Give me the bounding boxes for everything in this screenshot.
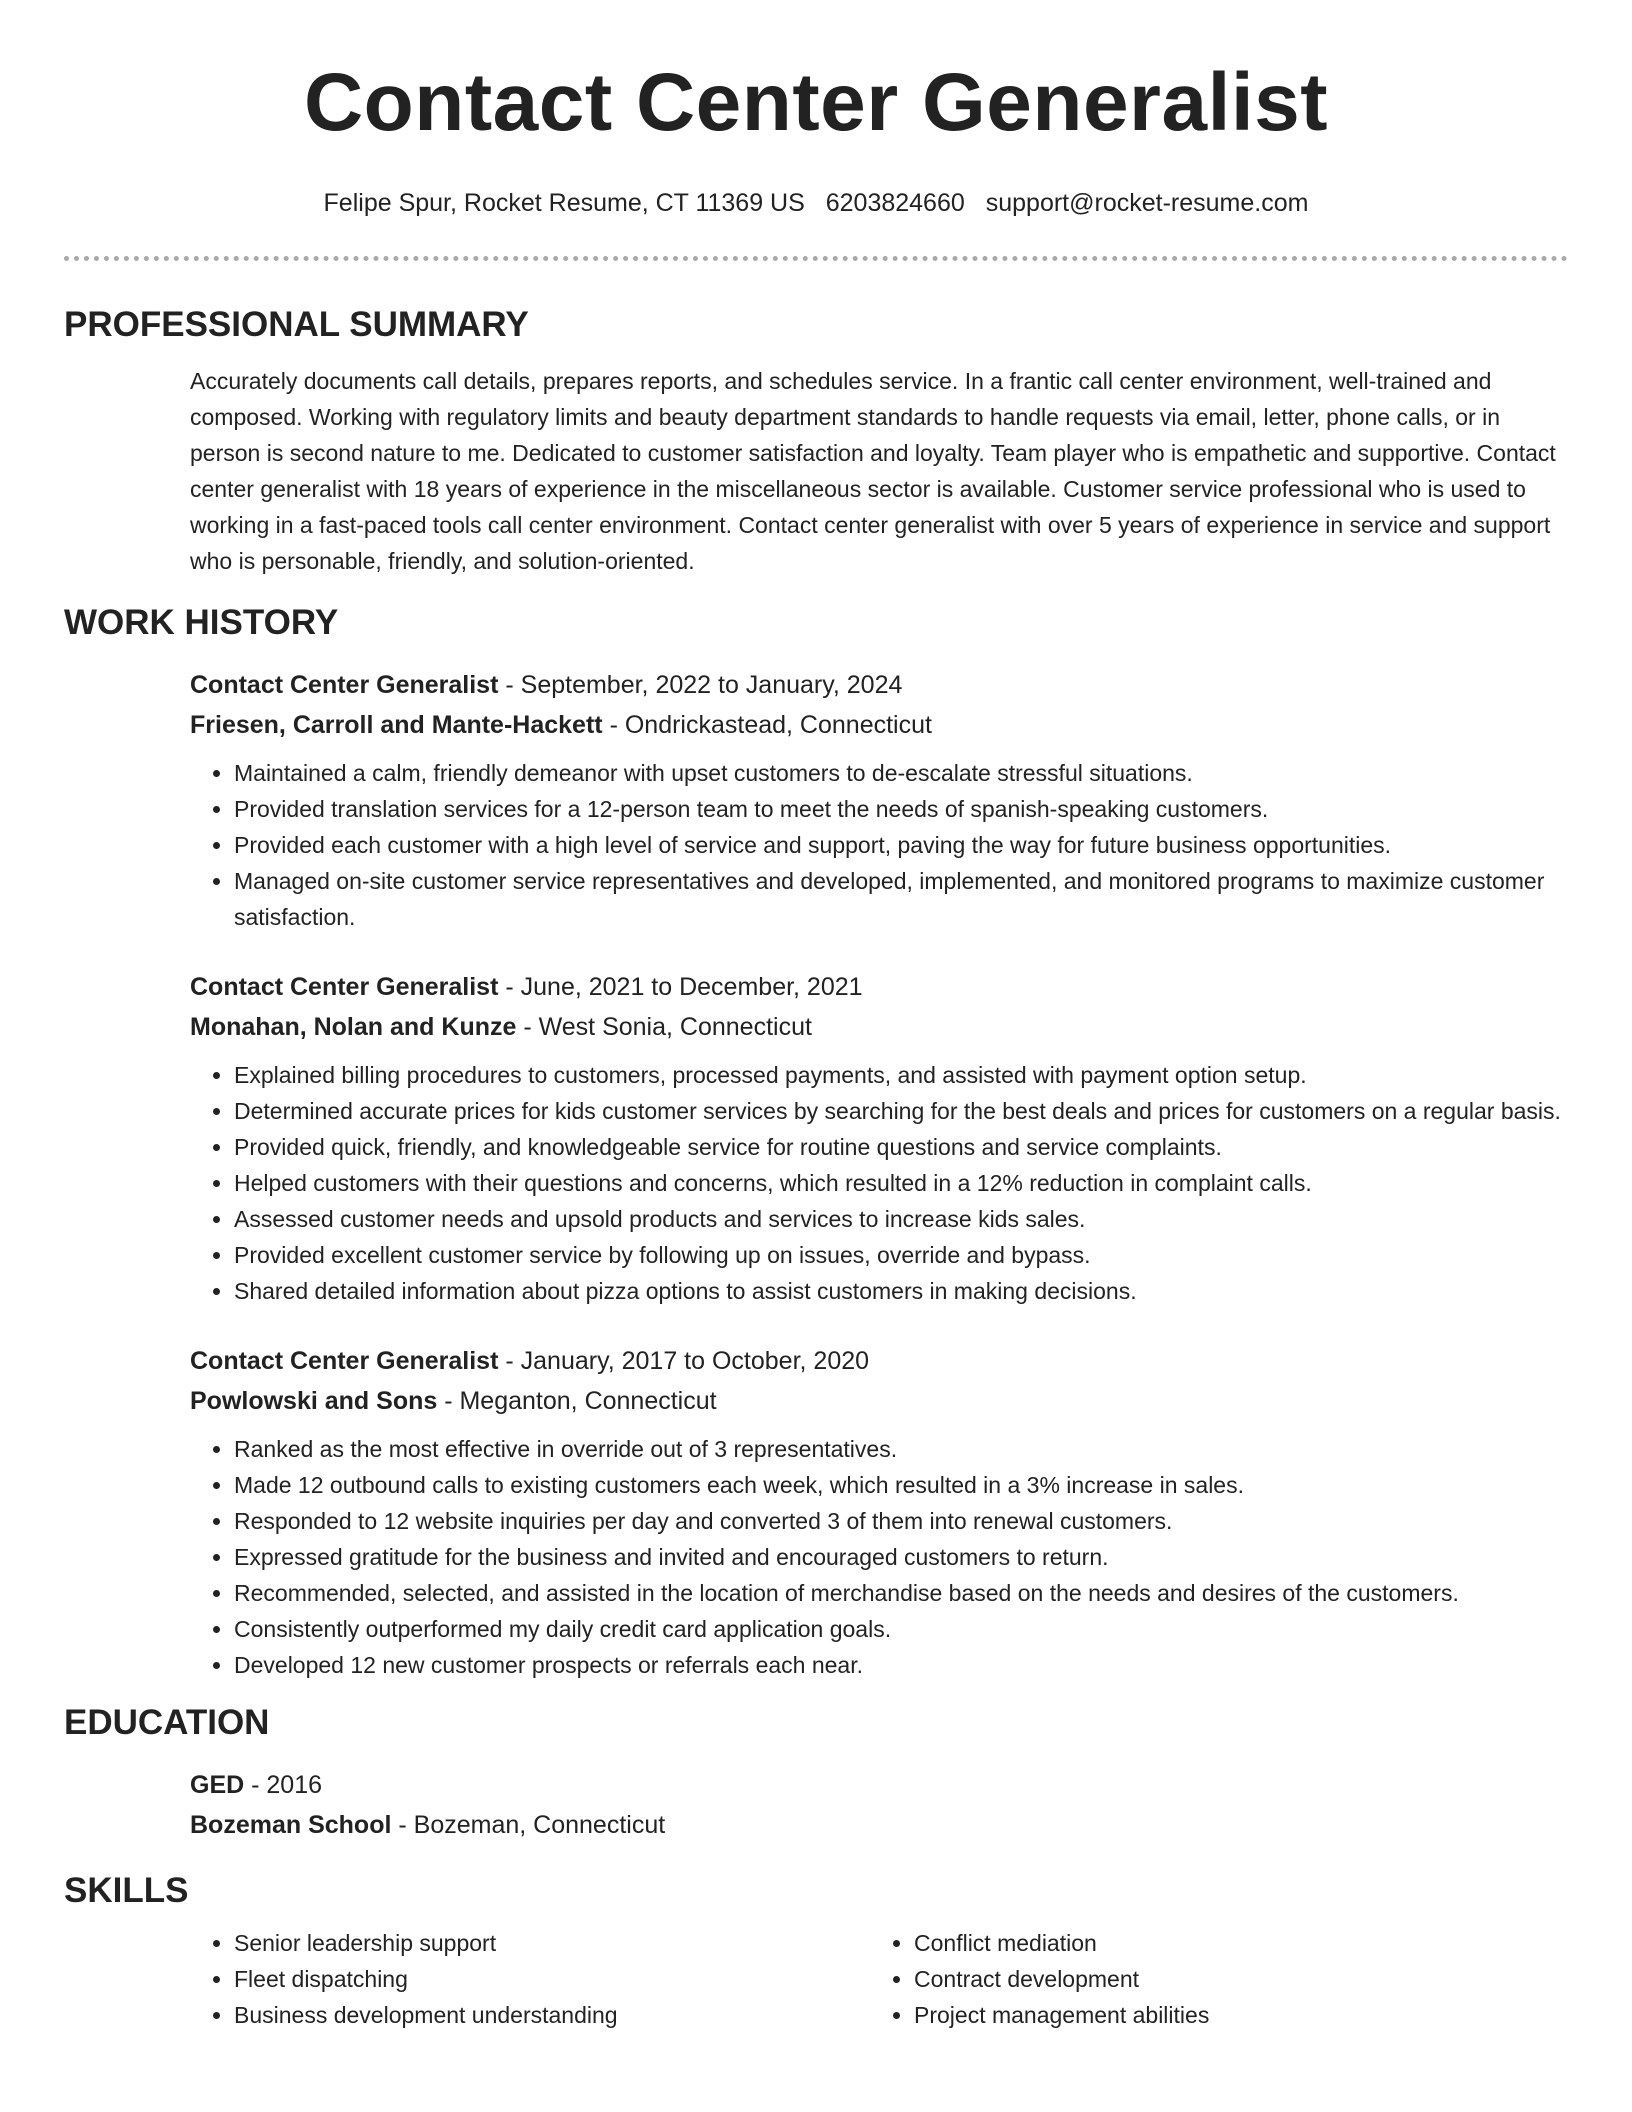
- skill-item: • Fleet dispatching: [234, 1961, 870, 1997]
- job-company: Monahan, Nolan and Kunze: [190, 1013, 517, 1041]
- job-bullet: • Made 12 outbound calls to existing customers each week, which resulted in a 3% increase in sales.: [234, 1467, 1568, 1503]
- job-bullet: • Helped customers with their questions and concerns, which resulted in a 12% reduction in complaint calls.: [234, 1165, 1568, 1201]
- resume-page: [64, 0, 1568, 2033]
- education-location: - Bozeman, Connecticut: [391, 1811, 666, 1839]
- job-entry: [190, 1341, 1568, 1683]
- job-dates: - September, 2022 to January, 2024: [498, 671, 903, 699]
- skills-column-right: [870, 1925, 1550, 2033]
- header-divider: [64, 256, 1568, 261]
- education-school-line: [190, 1805, 1568, 1845]
- education-year: - 2016: [244, 1771, 323, 1799]
- work-history-section: [190, 665, 1568, 1683]
- skills-list: [870, 1925, 1550, 2033]
- skills-list: [190, 1925, 870, 2033]
- skills-heading: SKILLS: [64, 1871, 189, 1910]
- job-bullet: • Maintained a calm, friendly demeanor with upset customers to de-escalate stressful situations.: [234, 755, 1568, 791]
- skill-item: • Business development understanding: [234, 1997, 870, 2033]
- job-company-line: [190, 1381, 1568, 1421]
- job-bullet: • Responded to 12 website inquiries per day and converted 3 of them into renewal customers.: [234, 1503, 1568, 1539]
- job-title: Contact Center Generalist: [190, 671, 499, 699]
- contact-address: Felipe Spur, Rocket Resume, CT 11369 US: [323, 189, 805, 217]
- job-bullet: • Recommended, selected, and assisted in the location of merchandise based on the needs and desires of the customers.: [234, 1575, 1568, 1611]
- job-bullets: [190, 1431, 1568, 1683]
- job-entry: [190, 665, 1568, 935]
- job-bullet: • Assessed customer needs and upsold products and services to increase kids sales.: [234, 1201, 1568, 1237]
- job-bullet: • Explained billing procedures to customers, processed payments, and assisted with payment option setup.: [234, 1057, 1568, 1093]
- job-entry: [190, 967, 1568, 1309]
- summary-text: Accurately documents call details, prepares reports, and schedules service. In a frantic call center environment, well-trained and composed. Working with regulatory limits and beauty department standards to handle requests via email, letter, phone calls, or in person is second nature to me. Dedicated to customer satisfaction and loyalty. Team player who is empathetic and supportive. Contact center generalist with 18 years of experience in the miscellaneous sector is available. Customer service professional who is used to working in a fast-paced tools call center environment. Contact center generalist with over 5 years of experience in service and support who is personable, friendly, and solution-oriented.: [190, 368, 1556, 574]
- job-bullet: • Determined accurate prices for kids customer services by searching for the best deals and prices for customers on a regular basis.: [234, 1093, 1568, 1129]
- education-section: [190, 1765, 1568, 1845]
- job-bullet: • Ranked as the most effective in override out of 3 representatives.: [234, 1431, 1568, 1467]
- job-location: - Meganton, Connecticut: [437, 1387, 717, 1415]
- job-bullets: [190, 1057, 1568, 1309]
- education-degree: GED: [190, 1771, 245, 1799]
- job-company-line: [190, 705, 1568, 745]
- skill-item: • Project management abilities: [914, 1997, 1550, 2033]
- job-location: - West Sonia, Connecticut: [516, 1013, 812, 1041]
- job-bullets: [190, 755, 1568, 935]
- job-bullet: • Consistently outperformed my daily credit card application goals.: [234, 1611, 1568, 1647]
- skill-item: • Conflict mediation: [914, 1925, 1550, 1961]
- work-history-heading: WORK HISTORY: [64, 603, 339, 642]
- skill-item: • Senior leadership support: [234, 1925, 870, 1961]
- job-bullet: • Provided translation services for a 12-person team to meet the needs of spanish-speaking customers.: [234, 791, 1568, 827]
- job-bullet: • Provided quick, friendly, and knowledgeable service for routine questions and service complaints.: [234, 1129, 1568, 1165]
- job-dates: - January, 2017 to October, 2020: [498, 1347, 870, 1375]
- job-dates: - June, 2021 to December, 2021: [498, 973, 863, 1001]
- resume-title: Contact Center Generalist: [303, 57, 1329, 148]
- job-company: Powlowski and Sons: [190, 1387, 438, 1415]
- job-title-line: [190, 967, 1568, 1007]
- education-heading: EDUCATION: [64, 1703, 270, 1742]
- job-title: Contact Center Generalist: [190, 973, 499, 1001]
- job-location: - Ondrickastead, Connecticut: [602, 711, 932, 739]
- education-school: Bozeman School: [190, 1811, 392, 1839]
- job-company: Friesen, Carroll and Mante-Hackett: [190, 711, 603, 739]
- job-bullet: • Developed 12 new customer prospects or referrals each near.: [234, 1647, 1568, 1683]
- job-company-line: [190, 1007, 1568, 1047]
- job-bullet: • Expressed gratitude for the business and invited and encouraged customers to return.: [234, 1539, 1568, 1575]
- job-bullet: • Shared detailed information about pizza options to assist customers in making decisions.: [234, 1273, 1568, 1309]
- contact-email[interactable]: support@rocket-resume.com: [985, 189, 1309, 217]
- job-bullet: • Provided excellent customer service by following up on issues, override and bypass.: [234, 1237, 1568, 1273]
- job-bullet: • Provided each customer with a high level of service and support, paving the way for future business opportunities.: [234, 827, 1568, 863]
- contact-phone: 6203824660: [825, 189, 965, 217]
- skills-section: [190, 1925, 1568, 2033]
- job-title-line: [190, 1341, 1568, 1381]
- contact-info: [64, 188, 1568, 218]
- skill-item: • Contract development: [914, 1961, 1550, 1997]
- skills-column-left: [190, 1925, 870, 2033]
- job-bullet: • Managed on-site customer service representatives and developed, implemented, and monitored programs to maximize customer satisfaction.: [234, 863, 1568, 935]
- summary-section: [190, 363, 1568, 579]
- summary-heading: PROFESSIONAL SUMMARY: [64, 305, 529, 344]
- skills-grid: [190, 1925, 1568, 2033]
- education-degree-line: [190, 1765, 1568, 1805]
- job-title: Contact Center Generalist: [190, 1347, 499, 1375]
- job-title-line: [190, 665, 1568, 705]
